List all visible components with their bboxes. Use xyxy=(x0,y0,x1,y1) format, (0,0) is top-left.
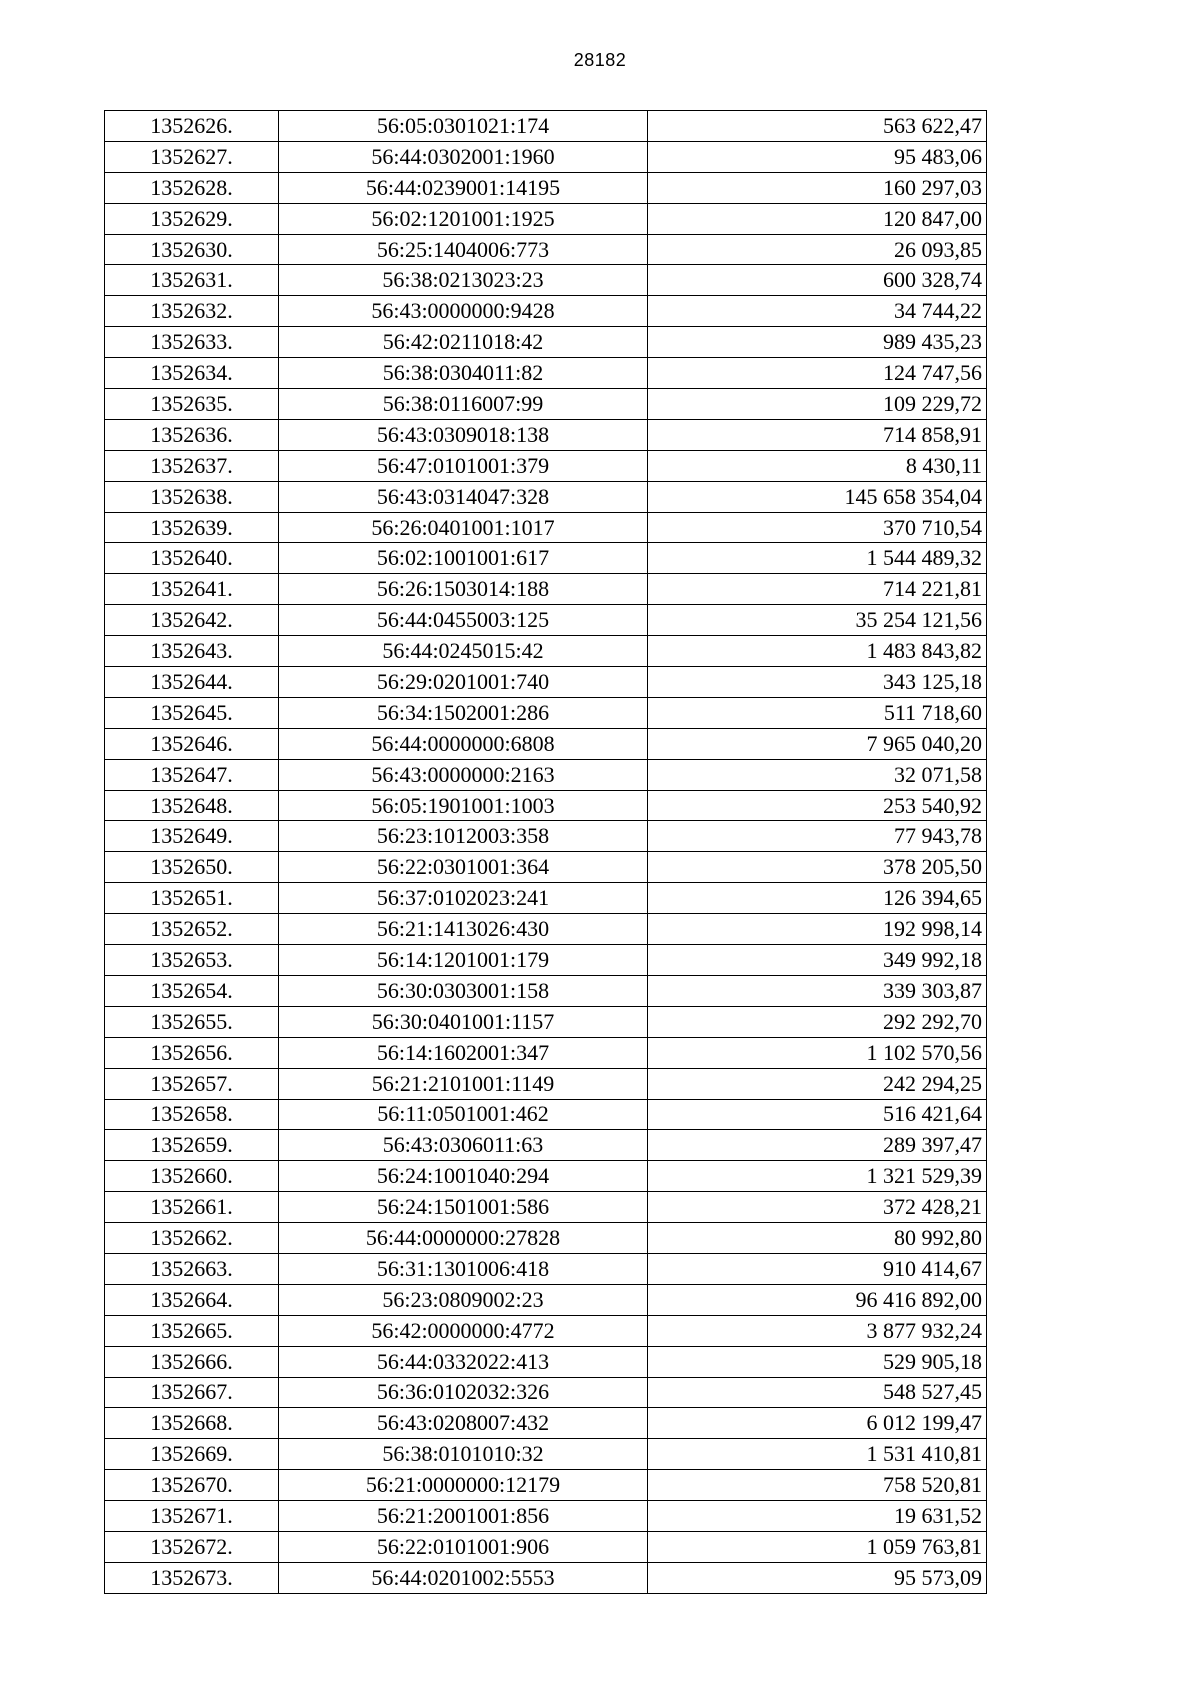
value-cell: 563 622,47 xyxy=(648,111,987,142)
cadastral-number-cell: 56:44:0000000:6808 xyxy=(279,728,648,759)
row-number-cell: 1352627. xyxy=(105,141,279,172)
row-number-cell: 1352640. xyxy=(105,543,279,574)
row-number-cell: 1352672. xyxy=(105,1531,279,1562)
value-cell: 7 965 040,20 xyxy=(648,728,987,759)
cadastral-number-cell: 56:44:0302001:1960 xyxy=(279,141,648,172)
cadastral-number-cell: 56:11:0501001:462 xyxy=(279,1099,648,1130)
table-row xyxy=(105,1006,987,1037)
value-cell: 160 297,03 xyxy=(648,172,987,203)
value-cell: 35 254 121,56 xyxy=(648,605,987,636)
cadastral-number-cell: 56:47:0101001:379 xyxy=(279,450,648,481)
value-cell: 910 414,67 xyxy=(648,1253,987,1284)
cadastral-number-cell: 56:22:0301001:364 xyxy=(279,852,648,883)
table-row xyxy=(105,481,987,512)
value-cell: 95 483,06 xyxy=(648,141,987,172)
row-number-cell: 1352666. xyxy=(105,1346,279,1377)
table-row xyxy=(105,605,987,636)
row-number-cell: 1352634. xyxy=(105,358,279,389)
row-number-cell: 1352649. xyxy=(105,821,279,852)
row-number-cell: 1352669. xyxy=(105,1439,279,1470)
value-cell: 1 544 489,32 xyxy=(648,543,987,574)
value-cell: 8 430,11 xyxy=(648,450,987,481)
cadastral-number-cell: 56:24:1501001:586 xyxy=(279,1192,648,1223)
table-row xyxy=(105,203,987,234)
cadastral-number-cell: 56:38:0116007:99 xyxy=(279,389,648,420)
cadastral-number-cell: 56:26:0401001:1017 xyxy=(279,512,648,543)
row-number-cell: 1352639. xyxy=(105,512,279,543)
value-cell: 34 744,22 xyxy=(648,296,987,327)
row-number-cell: 1352638. xyxy=(105,481,279,512)
row-number-cell: 1352644. xyxy=(105,667,279,698)
table-row xyxy=(105,759,987,790)
table-row xyxy=(105,1037,987,1068)
cadastral-number-cell: 56:14:1201001:179 xyxy=(279,945,648,976)
table-row xyxy=(105,574,987,605)
row-number-cell: 1352645. xyxy=(105,697,279,728)
table-row xyxy=(105,389,987,420)
table-row xyxy=(105,1192,987,1223)
table-row xyxy=(105,883,987,914)
cadastral-number-cell: 56:02:1001001:617 xyxy=(279,543,648,574)
value-cell: 758 520,81 xyxy=(648,1470,987,1501)
cadastral-number-cell: 56:44:0455003:125 xyxy=(279,605,648,636)
row-number-cell: 1352665. xyxy=(105,1315,279,1346)
row-number-cell: 1352647. xyxy=(105,759,279,790)
value-cell: 714 858,91 xyxy=(648,419,987,450)
table-row xyxy=(105,265,987,296)
cadastral-number-cell: 56:38:0304011:82 xyxy=(279,358,648,389)
value-cell: 242 294,25 xyxy=(648,1068,987,1099)
table-row xyxy=(105,1315,987,1346)
value-cell: 989 435,23 xyxy=(648,327,987,358)
table-row xyxy=(105,1408,987,1439)
row-number-cell: 1352650. xyxy=(105,852,279,883)
value-cell: 600 328,74 xyxy=(648,265,987,296)
row-number-cell: 1352642. xyxy=(105,605,279,636)
table-row xyxy=(105,1531,987,1562)
cadastral-number-cell: 56:36:0102032:326 xyxy=(279,1377,648,1408)
value-cell: 378 205,50 xyxy=(648,852,987,883)
value-cell: 109 229,72 xyxy=(648,389,987,420)
cadastral-number-cell: 56:43:0314047:328 xyxy=(279,481,648,512)
value-cell: 124 747,56 xyxy=(648,358,987,389)
value-cell: 1 483 843,82 xyxy=(648,636,987,667)
value-cell: 26 093,85 xyxy=(648,234,987,265)
table-row xyxy=(105,697,987,728)
row-number-cell: 1352630. xyxy=(105,234,279,265)
cadastral-number-cell: 56:26:1503014:188 xyxy=(279,574,648,605)
table-row xyxy=(105,234,987,265)
cadastral-number-cell: 56:42:0211018:42 xyxy=(279,327,648,358)
row-number-cell: 1352635. xyxy=(105,389,279,420)
table-row xyxy=(105,358,987,389)
value-cell: 292 292,70 xyxy=(648,1006,987,1037)
value-cell: 96 416 892,00 xyxy=(648,1284,987,1315)
value-cell: 1 531 410,81 xyxy=(648,1439,987,1470)
value-cell: 145 658 354,04 xyxy=(648,481,987,512)
value-cell: 192 998,14 xyxy=(648,914,987,945)
table-row xyxy=(105,1253,987,1284)
table-row xyxy=(105,543,987,574)
table-row xyxy=(105,821,987,852)
row-number-cell: 1352671. xyxy=(105,1501,279,1532)
cadastral-number-cell: 56:14:1602001:347 xyxy=(279,1037,648,1068)
cadastral-number-cell: 56:23:1012003:358 xyxy=(279,821,648,852)
table-row xyxy=(105,790,987,821)
table-row xyxy=(105,1068,987,1099)
table-row xyxy=(105,1470,987,1501)
cadastral-number-cell: 56:44:0332022:413 xyxy=(279,1346,648,1377)
row-number-cell: 1352626. xyxy=(105,111,279,142)
cadastral-number-cell: 56:30:0303001:158 xyxy=(279,975,648,1006)
table-row xyxy=(105,111,987,142)
row-number-cell: 1352628. xyxy=(105,172,279,203)
value-cell: 339 303,87 xyxy=(648,975,987,1006)
row-number-cell: 1352661. xyxy=(105,1192,279,1223)
table-row xyxy=(105,512,987,543)
table-row xyxy=(105,1284,987,1315)
cadastral-number-cell: 56:23:0809002:23 xyxy=(279,1284,648,1315)
cadastral-number-cell: 56:22:0101001:906 xyxy=(279,1531,648,1562)
value-cell: 126 394,65 xyxy=(648,883,987,914)
row-number-cell: 1352663. xyxy=(105,1253,279,1284)
cadastral-number-cell: 56:43:0000000:2163 xyxy=(279,759,648,790)
cadastral-number-cell: 56:21:2001001:856 xyxy=(279,1501,648,1532)
row-number-cell: 1352659. xyxy=(105,1130,279,1161)
cadastral-number-cell: 56:24:1001040:294 xyxy=(279,1161,648,1192)
row-number-cell: 1352651. xyxy=(105,883,279,914)
table-row xyxy=(105,1501,987,1532)
cadastral-number-cell: 56:43:0208007:432 xyxy=(279,1408,648,1439)
table-row xyxy=(105,975,987,1006)
row-number-cell: 1352655. xyxy=(105,1006,279,1037)
table-row xyxy=(105,914,987,945)
value-cell: 372 428,21 xyxy=(648,1192,987,1223)
table-row xyxy=(105,1439,987,1470)
table-row xyxy=(105,141,987,172)
value-cell: 548 527,45 xyxy=(648,1377,987,1408)
table-row xyxy=(105,636,987,667)
records-table xyxy=(104,110,987,1594)
table-row xyxy=(105,419,987,450)
cadastral-number-cell: 56:05:1901001:1003 xyxy=(279,790,648,821)
cadastral-number-cell: 56:31:1301006:418 xyxy=(279,1253,648,1284)
cadastral-number-cell: 56:05:0301021:174 xyxy=(279,111,648,142)
row-number-cell: 1352654. xyxy=(105,975,279,1006)
row-number-cell: 1352673. xyxy=(105,1562,279,1593)
cadastral-number-cell: 56:21:0000000:12179 xyxy=(279,1470,648,1501)
row-number-cell: 1352631. xyxy=(105,265,279,296)
row-number-cell: 1352657. xyxy=(105,1068,279,1099)
table-row xyxy=(105,1377,987,1408)
table-row xyxy=(105,172,987,203)
row-number-cell: 1352670. xyxy=(105,1470,279,1501)
table-row xyxy=(105,1346,987,1377)
cadastral-number-cell: 56:30:0401001:1157 xyxy=(279,1006,648,1037)
cadastral-number-cell: 56:38:0213023:23 xyxy=(279,265,648,296)
table-row xyxy=(105,1223,987,1254)
cadastral-number-cell: 56:44:0000000:27828 xyxy=(279,1223,648,1254)
row-number-cell: 1352648. xyxy=(105,790,279,821)
value-cell: 529 905,18 xyxy=(648,1346,987,1377)
row-number-cell: 1352664. xyxy=(105,1284,279,1315)
cadastral-number-cell: 56:21:1413026:430 xyxy=(279,914,648,945)
value-cell: 516 421,64 xyxy=(648,1099,987,1130)
cadastral-number-cell: 56:44:0239001:14195 xyxy=(279,172,648,203)
value-cell: 95 573,09 xyxy=(648,1562,987,1593)
table-row xyxy=(105,1161,987,1192)
row-number-cell: 1352662. xyxy=(105,1223,279,1254)
cadastral-number-cell: 56:38:0101010:32 xyxy=(279,1439,648,1470)
row-number-cell: 1352629. xyxy=(105,203,279,234)
value-cell: 253 540,92 xyxy=(648,790,987,821)
cadastral-number-cell: 56:21:2101001:1149 xyxy=(279,1068,648,1099)
row-number-cell: 1352653. xyxy=(105,945,279,976)
table-row xyxy=(105,1562,987,1593)
cadastral-number-cell: 56:02:1201001:1925 xyxy=(279,203,648,234)
cadastral-number-cell: 56:37:0102023:241 xyxy=(279,883,648,914)
value-cell: 714 221,81 xyxy=(648,574,987,605)
table-row xyxy=(105,1130,987,1161)
row-number-cell: 1352658. xyxy=(105,1099,279,1130)
table-row xyxy=(105,667,987,698)
cadastral-number-cell: 56:25:1404006:773 xyxy=(279,234,648,265)
value-cell: 343 125,18 xyxy=(648,667,987,698)
table-row xyxy=(105,1099,987,1130)
value-cell: 1 321 529,39 xyxy=(648,1161,987,1192)
value-cell: 120 847,00 xyxy=(648,203,987,234)
table-row xyxy=(105,327,987,358)
cadastral-number-cell: 56:42:0000000:4772 xyxy=(279,1315,648,1346)
cadastral-number-cell: 56:34:1502001:286 xyxy=(279,697,648,728)
value-cell: 349 992,18 xyxy=(648,945,987,976)
row-number-cell: 1352636. xyxy=(105,419,279,450)
cadastral-number-cell: 56:44:0201002:5553 xyxy=(279,1562,648,1593)
cadastral-number-cell: 56:43:0306011:63 xyxy=(279,1130,648,1161)
value-cell: 80 992,80 xyxy=(648,1223,987,1254)
records-table-body xyxy=(105,111,987,1594)
row-number-cell: 1352667. xyxy=(105,1377,279,1408)
row-number-cell: 1352633. xyxy=(105,327,279,358)
table-row xyxy=(105,296,987,327)
value-cell: 77 943,78 xyxy=(648,821,987,852)
value-cell: 1 102 570,56 xyxy=(648,1037,987,1068)
row-number-cell: 1352637. xyxy=(105,450,279,481)
value-cell: 3 877 932,24 xyxy=(648,1315,987,1346)
value-cell: 6 012 199,47 xyxy=(648,1408,987,1439)
row-number-cell: 1352652. xyxy=(105,914,279,945)
row-number-cell: 1352656. xyxy=(105,1037,279,1068)
page-number: 28182 xyxy=(573,50,627,70)
cadastral-number-cell: 56:43:0000000:9428 xyxy=(279,296,648,327)
table-row xyxy=(105,728,987,759)
value-cell: 289 397,47 xyxy=(648,1130,987,1161)
row-number-cell: 1352668. xyxy=(105,1408,279,1439)
row-number-cell: 1352643. xyxy=(105,636,279,667)
value-cell: 1 059 763,81 xyxy=(648,1531,987,1562)
row-number-cell: 1352646. xyxy=(105,728,279,759)
cadastral-number-cell: 56:44:0245015:42 xyxy=(279,636,648,667)
table-row xyxy=(105,450,987,481)
cadastral-number-cell: 56:43:0309018:138 xyxy=(279,419,648,450)
value-cell: 32 071,58 xyxy=(648,759,987,790)
table-row xyxy=(105,852,987,883)
row-number-cell: 1352660. xyxy=(105,1161,279,1192)
value-cell: 19 631,52 xyxy=(648,1501,987,1532)
table-row xyxy=(105,945,987,976)
cadastral-number-cell: 56:29:0201001:740 xyxy=(279,667,648,698)
value-cell: 370 710,54 xyxy=(648,512,987,543)
row-number-cell: 1352641. xyxy=(105,574,279,605)
value-cell: 511 718,60 xyxy=(648,697,987,728)
row-number-cell: 1352632. xyxy=(105,296,279,327)
